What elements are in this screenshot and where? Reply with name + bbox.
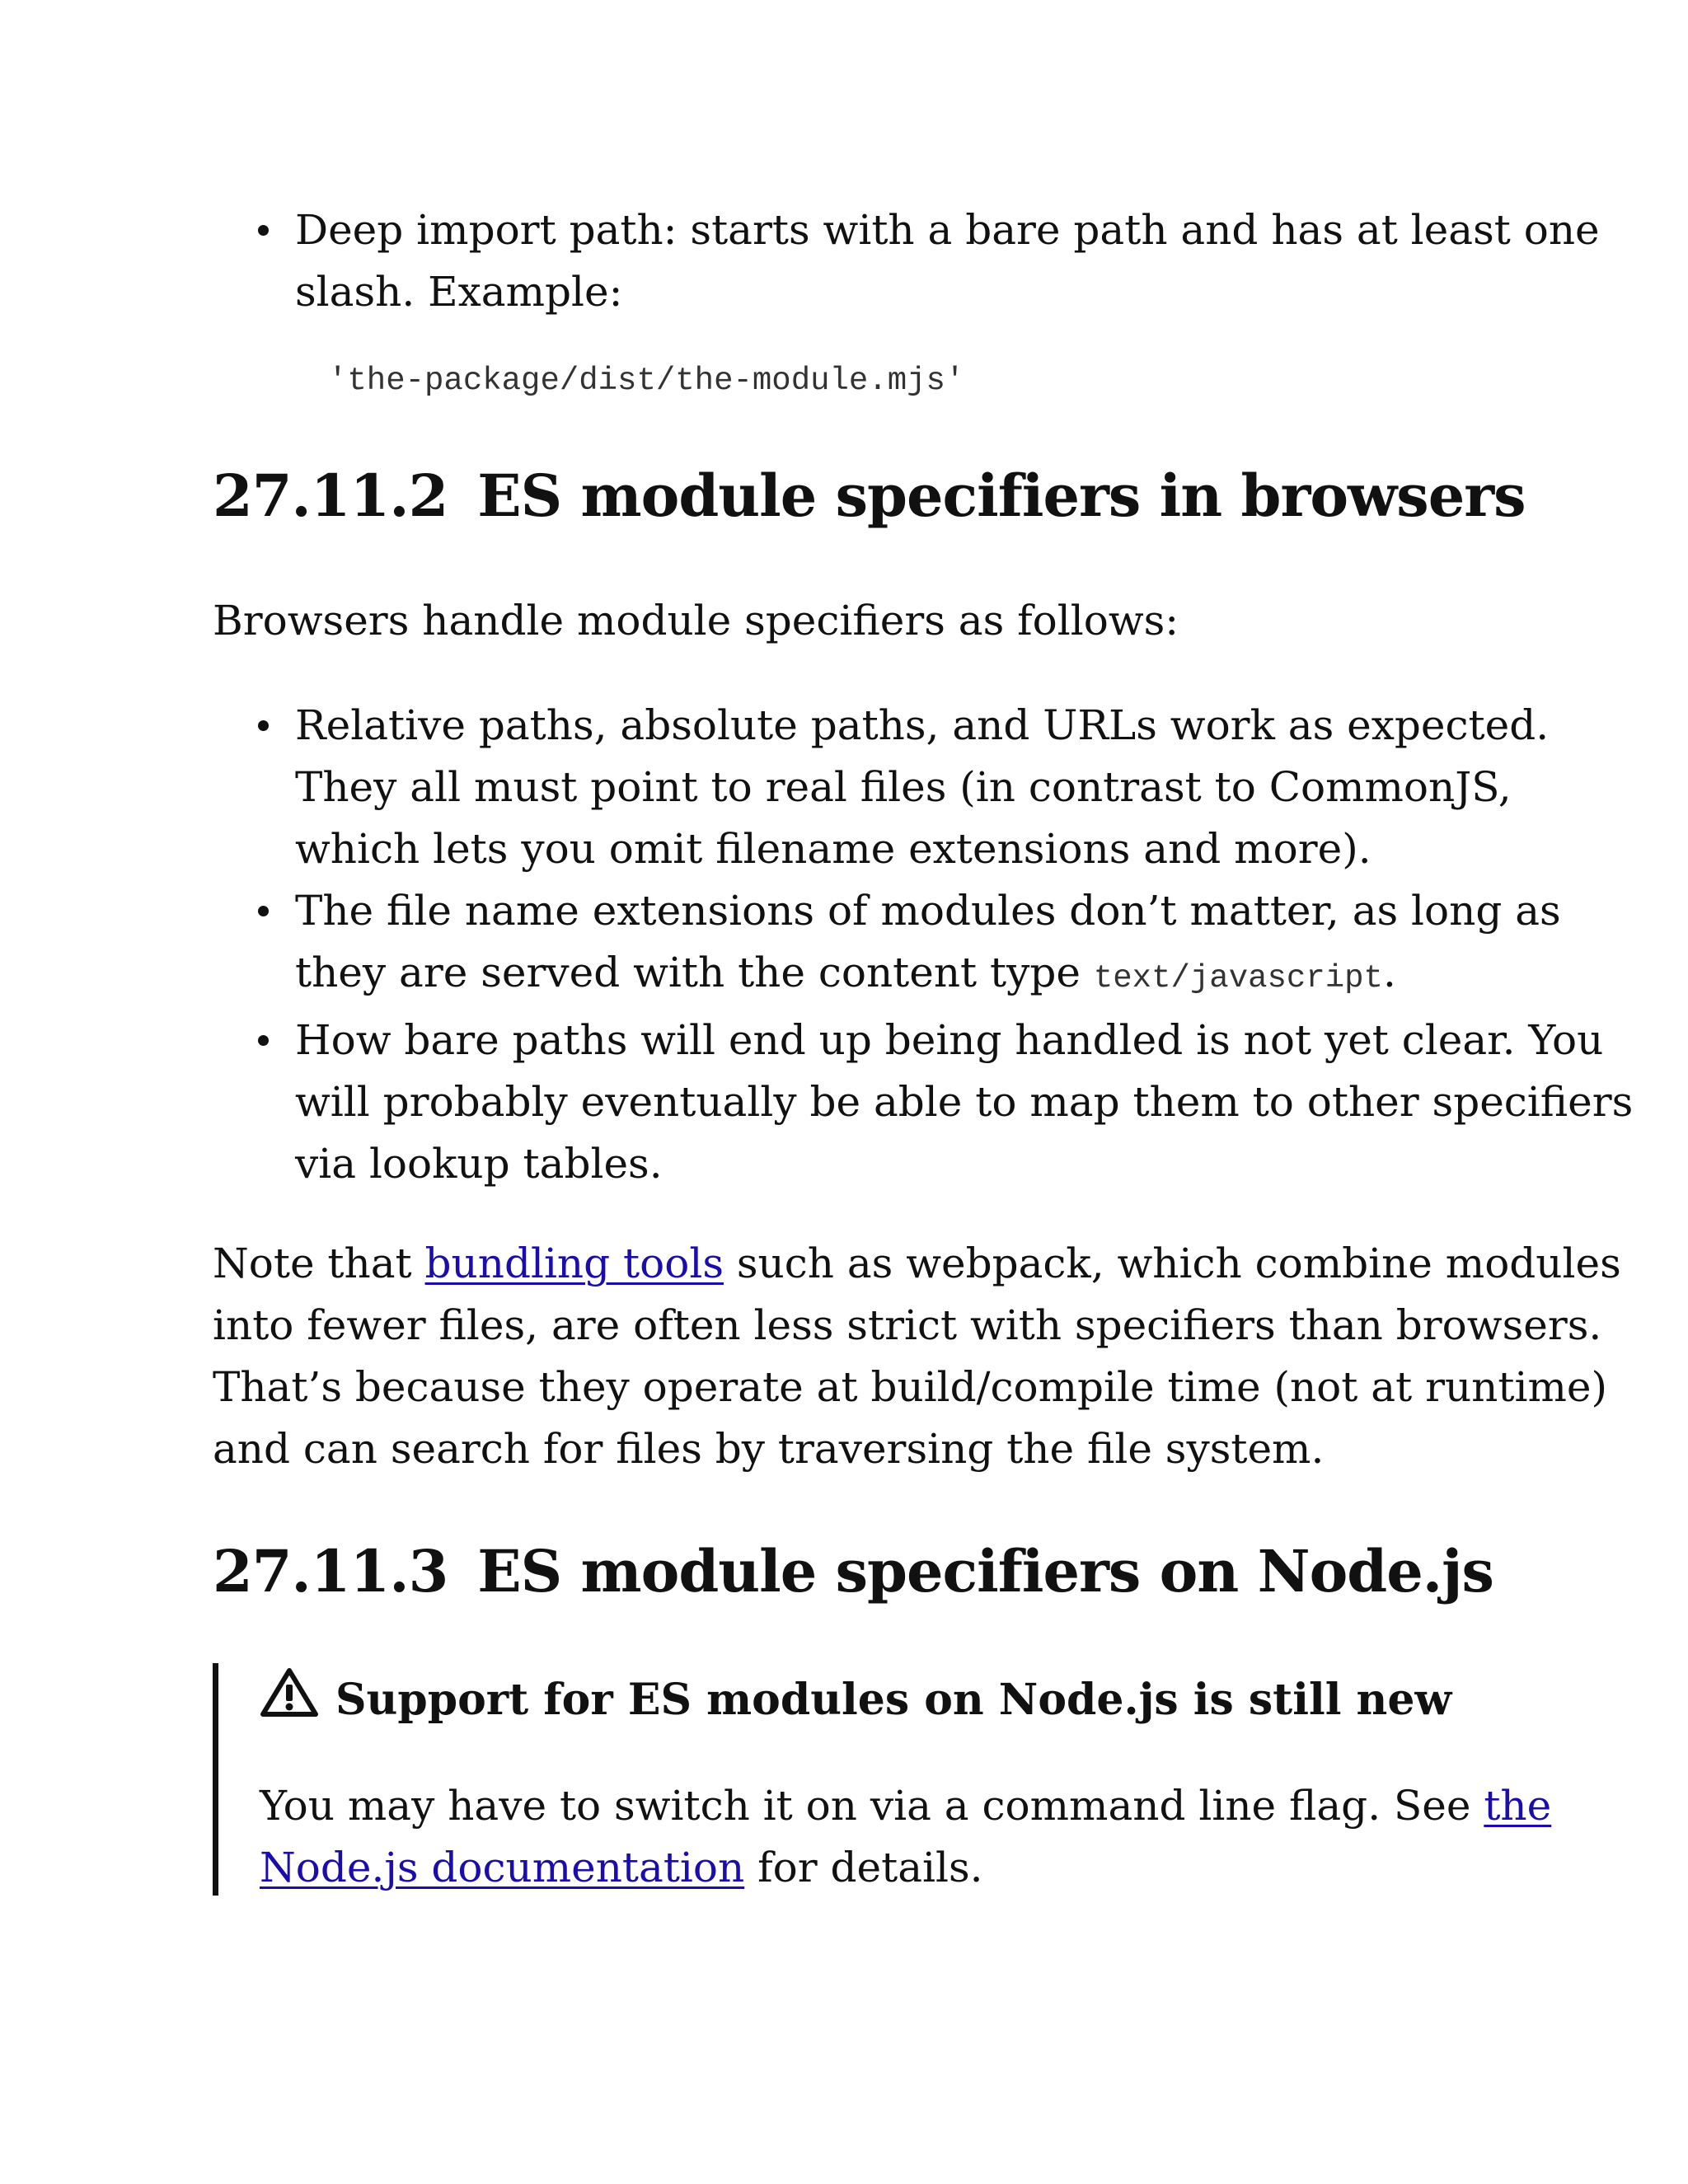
- text-fragment: .: [1382, 949, 1396, 996]
- text-fragment: Note that: [213, 1240, 425, 1287]
- code-example: 'the-package/dist/the-module.mjs': [328, 363, 965, 399]
- section-title: ES module specifiers on Node.js: [477, 1537, 1493, 1605]
- note-paragraph: [213, 1233, 1621, 1480]
- nodejs-docs-link[interactable]: the: [1484, 1782, 1552, 1830]
- paragraph-line: into fewer files, are often less strict with specifiers than browsers.: [213, 1301, 1602, 1349]
- warning-callout: [213, 1663, 1552, 1896]
- text-fragment: You may have to switch it on via a command line flag. See: [260, 1782, 1484, 1830]
- list-item: [213, 880, 1633, 1010]
- bullet-dot: [258, 720, 269, 731]
- callout-title-text: Support for ES modules on Node.js is still new: [335, 1675, 1452, 1725]
- list-item: [213, 1010, 1633, 1195]
- text-fragment: they are served with the content type: [295, 949, 1094, 996]
- paragraph-line: That’s because they operate at build/compile time (not at runtime): [213, 1363, 1607, 1411]
- section-number: 27.11.2: [213, 462, 448, 530]
- paragraph-line: and can search for files by traversing the file system.: [213, 1425, 1325, 1473]
- list-item: [213, 695, 1633, 880]
- warning-icon: [260, 1666, 319, 1718]
- section-heading-browsers: [213, 459, 1526, 533]
- bullet-list-browser-rules: [213, 695, 1633, 1195]
- list-item-line: They all must point to real files (in contrast to CommonJS,: [295, 763, 1512, 811]
- nodejs-docs-link[interactable]: Node.js documentation: [260, 1844, 745, 1891]
- callout-title: [260, 1663, 1451, 1737]
- section-number: 27.11.3: [213, 1537, 448, 1605]
- text-fragment: for details.: [744, 1844, 983, 1891]
- list-item-line: which lets you omit filename extensions and more).: [295, 825, 1372, 873]
- list-item-line: Deep import path: starts with a bare path and has at least one: [295, 206, 1600, 254]
- callout-body: [260, 1775, 1551, 1899]
- bullet-dot: [258, 225, 269, 236]
- section-heading-node: [213, 1535, 1493, 1609]
- paragraph-line: [260, 1837, 1551, 1899]
- list-item-line: [295, 942, 1633, 1010]
- section-title: ES module specifiers in browsers: [477, 462, 1526, 530]
- paragraph-line: [260, 1775, 1551, 1837]
- bullet-dot: [258, 906, 269, 916]
- intro-paragraph: Browsers handle module specifiers as follows:: [213, 597, 1179, 644]
- bundling-tools-link[interactable]: bundling tools: [424, 1240, 724, 1287]
- list-item-line: slash. Example:: [295, 268, 623, 316]
- paragraph-line: [213, 1233, 1621, 1295]
- list-item-line: How bare paths will end up being handled is not yet clear. You: [295, 1016, 1604, 1064]
- text-fragment: such as webpack, which combine modules: [723, 1240, 1621, 1287]
- list-item-line: The file name extensions of modules don’t matter, as long as: [295, 887, 1561, 935]
- inline-code: text/javascript: [1093, 960, 1383, 996]
- bullet-dot: [258, 1035, 269, 1046]
- bullet-list-specifier-types: [213, 199, 1600, 323]
- list-item: [213, 199, 1600, 323]
- list-item-line: will probably eventually be able to map them to other specifiers: [295, 1078, 1634, 1126]
- list-item-line: Relative paths, absolute paths, and URLs work as expected.: [295, 701, 1550, 749]
- list-item-line: via lookup tables.: [295, 1140, 663, 1188]
